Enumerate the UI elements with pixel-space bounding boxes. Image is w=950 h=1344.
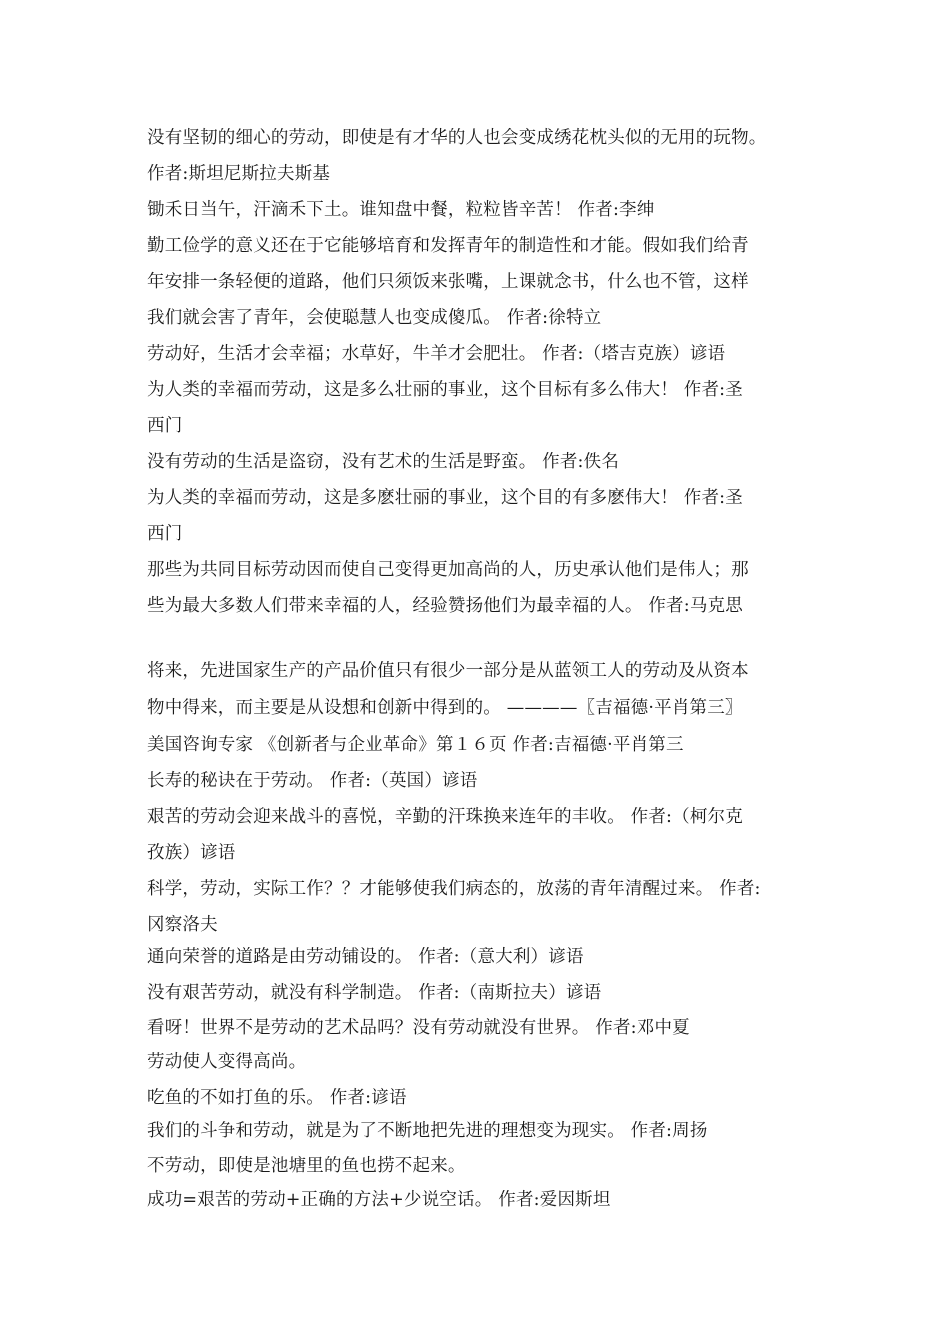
text-line: 没有坚韧的细心的劳动，即使是有才华的人也会变成绣花枕头似的无用的玩物。 bbox=[147, 128, 767, 148]
text-line: 勤工俭学的意义还在于它能够培育和发挥青年的制造性和才能。假如我们给青 bbox=[147, 236, 749, 256]
text-line: 作者:斯坦尼斯拉夫斯基 bbox=[147, 164, 331, 184]
text-line: 为人类的幸福而劳动，这是多麽壮丽的事业，这个目的有多麽伟大！ 作者:圣 bbox=[147, 488, 743, 508]
text-line: 通向荣誉的道路是由劳动铺设的。 作者:（意大利）谚语 bbox=[147, 947, 584, 967]
text-line: 物中得来，而主要是从设想和创新中得到的。 ————〖吉福德·平肖第三〗 bbox=[147, 698, 743, 718]
text-line: 那些为共同目标劳动因而使自己变得更加高尚的人，历史承认他们是伟人；那 bbox=[147, 560, 749, 580]
text-line: 将来，先进国家生产的产品价值只有很少一部分是从蓝领工人的劳动及从资本 bbox=[147, 661, 749, 681]
text-line: 不劳动，即使是池塘里的鱼也捞不起来。 bbox=[147, 1156, 466, 1176]
text-line: 美国咨询专家 《创新者与企业革命》第１６页 作者:吉福德·平肖第三 bbox=[147, 735, 684, 755]
text-line: 为人类的幸福而劳动，这是多么壮丽的事业，这个目标有多么伟大！ 作者:圣 bbox=[147, 380, 743, 400]
text-line: 冈察洛夫 bbox=[147, 915, 218, 935]
text-line: 些为最大多数人们带来幸福的人，经验赞扬他们为最幸福的人。 作者:马克思 bbox=[147, 596, 743, 616]
text-line: 年安排一条轻便的道路，他们只须饭来张嘴，上课就念书，什么也不管，这样 bbox=[147, 272, 749, 292]
text-line: 劳动使人变得高尚。 bbox=[147, 1052, 307, 1072]
text-line: 成功=艰苦的劳动+正确的方法+少说空话。 作者:爱因斯坦 bbox=[147, 1190, 611, 1210]
text-line: 看呀！世界不是劳动的艺术品吗？没有劳动就没有世界。 作者:邓中夏 bbox=[147, 1018, 690, 1038]
text-line: 科学，劳动，实际工作？？才能够使我们病态的，放荡的青年清醒过来。 作者: bbox=[147, 879, 761, 899]
text-line: 我们的斗争和劳动，就是为了不断地把先进的理想变为现实。 作者:周扬 bbox=[147, 1121, 708, 1141]
text-line: 没有艰苦劳动，就没有科学制造。 作者:（南斯拉夫）谚语 bbox=[147, 983, 602, 1003]
text-line: 没有劳动的生活是盗窃，没有艺术的生活是野蛮。 作者:佚名 bbox=[147, 452, 620, 472]
text-line: 锄禾日当午，汗滴禾下土。谁知盘中餐，粒粒皆辛苦！ 作者:李绅 bbox=[147, 200, 655, 220]
text-line: 西门 bbox=[147, 416, 183, 436]
text-line: 孜族）谚语 bbox=[147, 843, 236, 863]
text-line: 长寿的秘诀在于劳动。 作者:（英国）谚语 bbox=[147, 771, 478, 791]
text-line: 吃鱼的不如打鱼的乐。 作者:谚语 bbox=[147, 1088, 407, 1108]
text-line: 我们就会害了青年，会使聪慧人也变成傻瓜。 作者:徐特立 bbox=[147, 308, 602, 328]
text-line: 艰苦的劳动会迎来战斗的喜悦，辛勤的汗珠换来连年的丰收。 作者:（柯尔克 bbox=[147, 807, 743, 827]
text-line: 西门 bbox=[147, 524, 183, 544]
text-line: 劳动好，生活才会幸福；水草好，牛羊才会肥壮。 作者:（塔吉克族）谚语 bbox=[147, 344, 726, 364]
